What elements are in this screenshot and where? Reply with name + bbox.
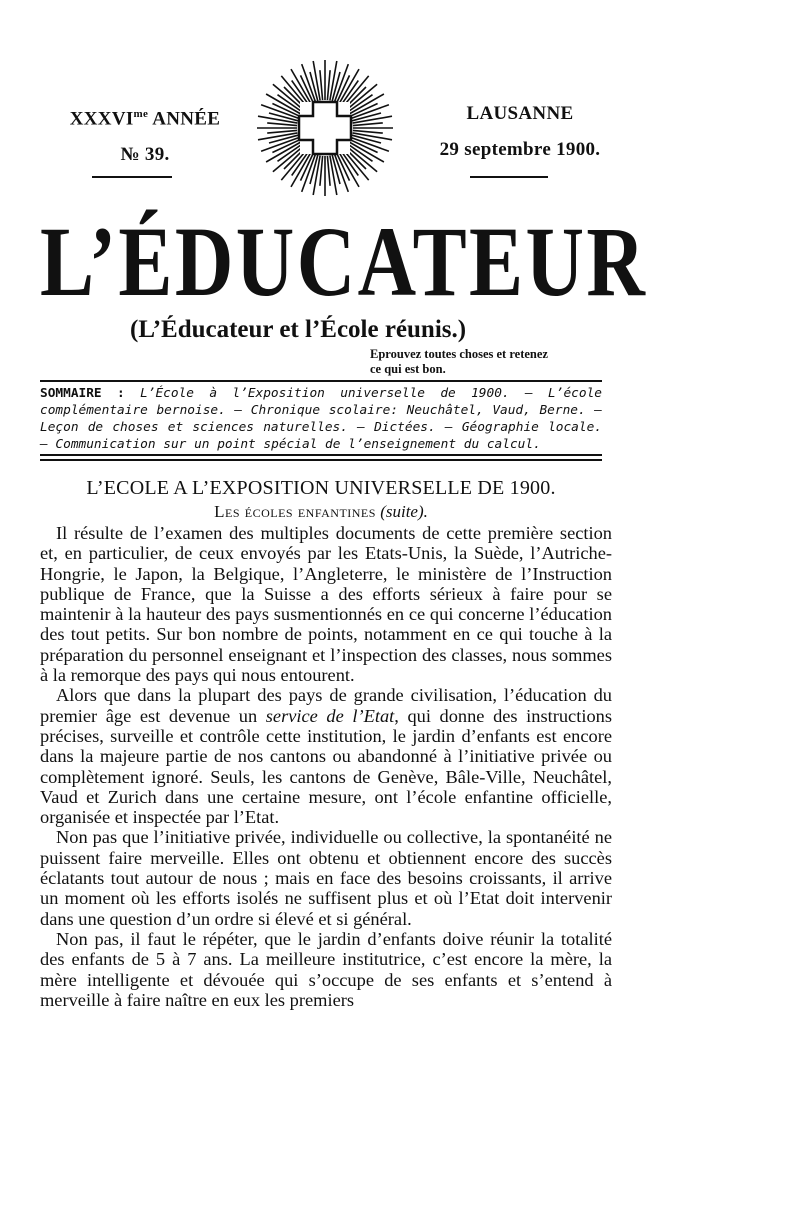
sommaire bbox=[40, 385, 602, 453]
paragraph-2-emphasis: service de l’Etat bbox=[265, 705, 395, 726]
sunburst-ray bbox=[267, 123, 297, 126]
paragraph-2-part-b: , qui donne des instructions précises, surveille et contrôle cette institution, le jardin d’enfants est encore dans la majeure partie de nos cantons ou abandonné à l’initiative privée ou complètement ignoré. Seuls, les cantons de Genève, Bâle-Ville, Neuchâtel, Vaud et Zurich dans une certaine mesure, ont l’école enfantine officielle, organisée et inspectée par l’Etat. bbox=[40, 705, 612, 828]
motto-line-1: Eprouvez toutes choses et retenez bbox=[370, 347, 548, 361]
paragraph-2-part-a: Alors que dans la plupart des pays de grande civilisation, l’éducation du premier âge est devenue un bbox=[40, 685, 612, 726]
masthead-right bbox=[420, 96, 620, 168]
issue-date: 29 septembre 1900. bbox=[439, 139, 601, 160]
year-roman: XXXVI bbox=[69, 108, 134, 130]
city: LAUSANNE bbox=[466, 103, 574, 124]
sunburst-ray bbox=[327, 70, 330, 100]
article-body bbox=[40, 523, 612, 1010]
right-divider bbox=[470, 176, 548, 178]
paragraph-1: Il résulte de l’examen des multiples documents de cette première section et, en particulier, de ceux envoyés par les Etats-Unis, la Suède, l’Autriche-Hongrie, le Japon, la Belgique, l’Angleterre, le ministère de l’Instruction publique de France, que la Suisse a des efforts sérieux à faire pour se maintenir à la hauteur des pays susmentionnés en ce qui concerne l’éducation des tout petits. Sur bon nombre de points, notamment en ce qui touche à la préparation du personnel enseignant et l’inspection des classes, nous sommes à la remorque des pays qui nous entourent. bbox=[40, 523, 612, 686]
issue-number: № 39. bbox=[120, 144, 170, 166]
sunburst-ray bbox=[353, 123, 383, 126]
motto-line-2: ce qui est bon. bbox=[370, 362, 446, 376]
section-suite: (suite). bbox=[380, 502, 428, 521]
sommaire-bottom-rule-2 bbox=[40, 459, 602, 461]
sommaire-top-rule bbox=[40, 380, 602, 382]
paragraph-3: Non pas que l’initiative privée, individuelle ou collective, la spontanéité ne puissent faire merveille. Elles ont obtenu et obtiennent encore des succès éclatants tout autour de nous ; mais en face des besoins croissants, il arrive un moment où les efforts isolés ne suffisent plus et où l’Etat doit intervenir dans une question d’un ordre si élevé et si général. bbox=[40, 827, 612, 929]
section-heading-text: Les écoles enfantines bbox=[214, 502, 376, 521]
sunburst-ray bbox=[267, 130, 297, 133]
article-title: L’ECOLE A L’EXPOSITION UNIVERSELLE DE 1900. bbox=[86, 477, 556, 499]
paragraph-2 bbox=[40, 685, 612, 827]
sunburst-ray bbox=[353, 130, 383, 133]
section-heading bbox=[40, 502, 602, 522]
sunburst-ray bbox=[320, 156, 323, 186]
sommaire-bottom-rule bbox=[40, 454, 602, 456]
masthead-left bbox=[55, 96, 235, 173]
swiss-cross-sunburst-icon bbox=[255, 58, 395, 200]
motto bbox=[370, 347, 548, 377]
paragraph-4: Non pas, il faut le répéter, que le jardin d’enfants doive réunir la totalité des enfants de 5 à 7 ans. La meilleure institutrice, c’est encore la mère, la mère intelligente et dévouée qui s’occupe de ses enfants et s’entend à merveille à faire naître en eux les premiers bbox=[40, 928, 612, 1010]
sunburst-ray bbox=[320, 70, 323, 100]
journal-subtitle: (L’Éducateur et l’École réunis.) bbox=[130, 316, 467, 343]
sommaire-label: SOMMAIRE : bbox=[40, 386, 125, 401]
year-suffix: me bbox=[133, 108, 149, 120]
journal-title: L’ÉDUCATEUR bbox=[40, 206, 648, 317]
year-word: ANNÉE bbox=[152, 108, 221, 130]
sunburst-ray bbox=[327, 156, 330, 186]
left-divider bbox=[92, 176, 172, 178]
sommaire-items: L’École à l’Exposition universelle de 1900. — L’école complémentaire bernoise. — Chronique scolaire: Neuchâtel, Vaud, Berne. — Leçon de choses et sciences naturelles. — Dictées. — Géographie locale. — Communication sur un point spécial de l’enseignement du calcul. bbox=[40, 386, 602, 452]
volume-year bbox=[55, 96, 235, 137]
